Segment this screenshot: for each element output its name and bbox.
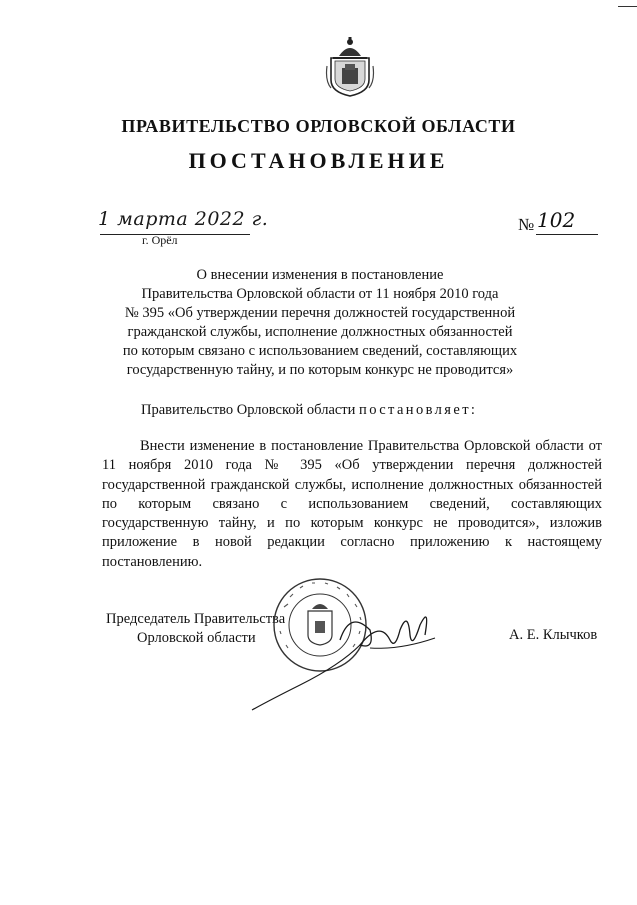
number-underline xyxy=(536,234,598,235)
number-handwritten: 102 xyxy=(537,208,576,232)
signatory-title-line1: Председатель Правительства xyxy=(106,611,286,627)
body-paragraph: Внести изменение в постановление Правительства Орловской области от 11 ноября 2010 года № 395 «Об утверждении перечня должностей государственной гражданской службы, исполнение должностных обязанностей по которым связано с использованием сведений, составляющих государственную тайну, и по которым конкурс не проводится», изложив приложение в новой редакции согласно приложению к настоящему постановлению. xyxy=(102,438,602,570)
subject-line: гражданской службы, исполнение должностных обязанностей xyxy=(127,324,513,340)
subject-line: Правительства Орловской области от 11 ноября 2010 года xyxy=(141,286,499,302)
corner-mark xyxy=(618,6,637,7)
decree-prefix: Правительство Орловской области xyxy=(141,402,356,418)
city: г. Орёл xyxy=(142,233,178,247)
subject-line: государственную тайну, и по которым конкурс не проводится» xyxy=(126,362,514,378)
subject-line: О внесении изменения в постановление xyxy=(196,267,444,283)
signatory-title-line2: Орловской области xyxy=(137,630,256,646)
decree-line xyxy=(141,402,477,419)
coat-of-arms-icon xyxy=(325,36,375,98)
signatory-name: А. Е. Клычков xyxy=(509,627,598,643)
date-handwritten: 1 марта 2022 г. xyxy=(98,208,269,230)
document-type-title: ПОСТАНОВЛЕНИЕ xyxy=(188,148,449,173)
subject-line: № 395 «Об утверждении перечня должностей государственной xyxy=(124,305,516,321)
subject-line: по которым связано с использованием сведений, составляющих xyxy=(122,343,518,359)
organization-title: ПРАВИТЕЛЬСТВО ОРЛОВСКОЙ ОБЛАСТИ xyxy=(121,116,516,136)
number-label: № xyxy=(518,215,535,234)
subject-block xyxy=(120,266,520,380)
signature-icon xyxy=(250,590,440,720)
decree-verb: постановляет: xyxy=(359,402,478,418)
